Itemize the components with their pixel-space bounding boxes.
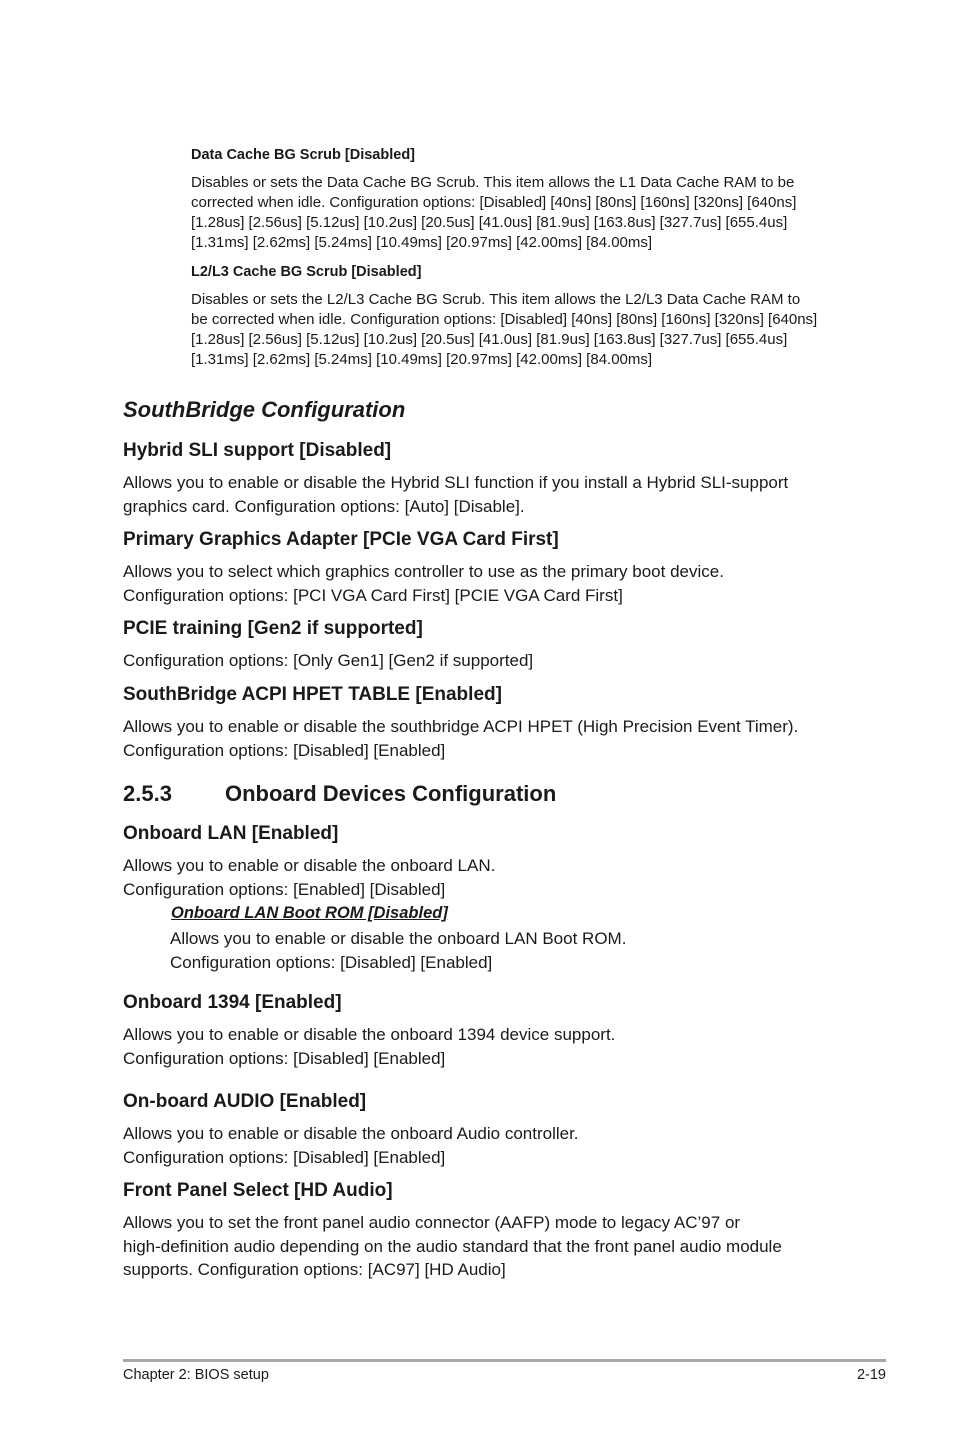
body-line: Allows you to enable or disable the onboard LAN Boot ROM.: [170, 929, 627, 948]
body-line: [1.31ms] [2.62ms] [5.24ms] [10.49ms] [20.97ms] [42.00ms] [84.00ms]: [191, 351, 653, 368]
item-body: [123, 1023, 615, 1070]
body-line: graphics card. Configuration options: [Auto] [Disable].: [123, 496, 525, 516]
body-line: [1.28us] [2.56us] [5.12us] [10.2us] [20.5us] [41.0us] [81.9us] [163.8us] [327.7us] [655.4us]: [191, 331, 788, 348]
footer-rule: [123, 1359, 886, 1362]
item-title: Front Panel Select [HD Audio]: [123, 1180, 393, 1201]
body-line: Configuration options: [Enabled] [Disabled]: [123, 879, 446, 899]
item-southbridge-acpi-hpet: [123, 684, 502, 706]
body-line: supports. Configuration options: [AC97] [HD Audio]: [123, 1260, 506, 1279]
item-onboard-lan: [123, 823, 338, 845]
body-line: Allows you to enable or disable the Hybrid SLI function if you install a Hybrid SLI-support: [123, 473, 789, 492]
subitem-title: Data Cache BG Scrub [Disabled]: [191, 147, 415, 163]
subitem-onboard-lan-boot-rom: [171, 904, 448, 923]
body-line: [1.28us] [2.56us] [5.12us] [10.2us] [20.5us] [41.0us] [81.9us] [163.8us] [327.7us] [655.4us]: [191, 214, 788, 231]
item-title: SouthBridge ACPI HPET TABLE [Enabled]: [123, 684, 502, 705]
body-line: Allows you to select which graphics controller to use as the primary boot device.: [123, 562, 724, 581]
item-body: [123, 1211, 782, 1282]
item-title: Primary Graphics Adapter [PCIe VGA Card First]: [123, 529, 559, 550]
subitem-title: Onboard LAN Boot ROM [Disabled]: [171, 904, 448, 922]
item-title: Onboard 1394 [Enabled]: [123, 992, 342, 1013]
item-body: [123, 560, 724, 607]
body-line: corrected when idle. Configuration options: [Disabled] [40ns] [80ns] [160ns] [320ns] [640ns]: [191, 194, 797, 211]
item-pcie-training: [123, 618, 423, 640]
body-line: Disables or sets the L2/L3 Cache BG Scrub. This item allows the L2/L3 Data Cache RAM to: [191, 291, 801, 308]
subitem-data-cache-bg-scrub: [191, 147, 415, 163]
item-hybrid-sli: [123, 440, 391, 462]
item-title: On-board AUDIO [Enabled]: [123, 1091, 367, 1112]
item-front-panel-select: [123, 1180, 393, 1202]
body-line: Allows you to enable or disable the onboard Audio controller.: [123, 1124, 579, 1143]
subitem-body: [191, 173, 796, 253]
section-southbridge: [123, 397, 405, 423]
subitem-body: [170, 927, 626, 974]
body-line: Configuration options: [Disabled] [Enabled]: [123, 1048, 446, 1068]
item-body: [123, 471, 788, 518]
item-title: Hybrid SLI support [Disabled]: [123, 440, 392, 461]
body-line: Configuration options: [Disabled] [Enabled]: [170, 952, 493, 972]
section-number: 2.5.3: [123, 781, 172, 806]
item-title: Onboard LAN [Enabled]: [123, 823, 339, 844]
body-line: Allows you to set the front panel audio connector (AAFP) mode to legacy AC’97 or: [123, 1213, 741, 1232]
body-line: [1.31ms] [2.62ms] [5.24ms] [10.49ms] [20.97ms] [42.00ms] [84.00ms]: [191, 234, 653, 251]
footer-chapter: Chapter 2: BIOS setup: [123, 1367, 269, 1383]
body-line: Configuration options: [Disabled] [Enabled]: [123, 1147, 446, 1167]
section-onboard-devices: [123, 781, 556, 807]
body-line: Configuration options: [Disabled] [Enabled]: [123, 740, 446, 760]
section-title: Onboard Devices Configuration: [225, 781, 557, 806]
body-line: Configuration options: [PCI VGA Card First] [PCIE VGA Card First]: [123, 585, 623, 605]
item-body: [123, 649, 533, 673]
item-body: [123, 1122, 579, 1169]
body-line: be corrected when idle. Configuration options: [Disabled] [40ns] [80ns] [160ns] [320ns] [640ns]: [191, 311, 818, 328]
body-line: high-definition audio depending on the audio standard that the front panel audio module: [123, 1236, 782, 1256]
body-line: Allows you to enable or disable the onboard 1394 device support.: [123, 1025, 616, 1044]
subitem-l2l3-cache-bg-scrub: [191, 264, 421, 280]
item-body: [123, 854, 495, 901]
item-primary-graphics-adapter: [123, 529, 559, 551]
body-line: Allows you to enable or disable the southbridge ACPI HPET (High Precision Event Timer).: [123, 717, 799, 736]
subitem-title: L2/L3 Cache BG Scrub [Disabled]: [191, 264, 422, 280]
body-line: Configuration options: [Only Gen1] [Gen2 if supported]: [123, 651, 534, 670]
item-title: PCIE training [Gen2 if supported]: [123, 618, 423, 639]
subitem-body: [191, 290, 817, 370]
item-onboard-audio: [123, 1091, 366, 1113]
body-line: Disables or sets the Data Cache BG Scrub. This item allows the L1 Data Cache RAM to be: [191, 174, 795, 191]
section-title: SouthBridge Configuration: [123, 397, 406, 422]
item-onboard-1394: [123, 992, 342, 1014]
footer-page-number: 2-19: [856, 1367, 886, 1383]
body-line: Allows you to enable or disable the onboard LAN.: [123, 856, 496, 875]
item-body: [123, 715, 798, 762]
